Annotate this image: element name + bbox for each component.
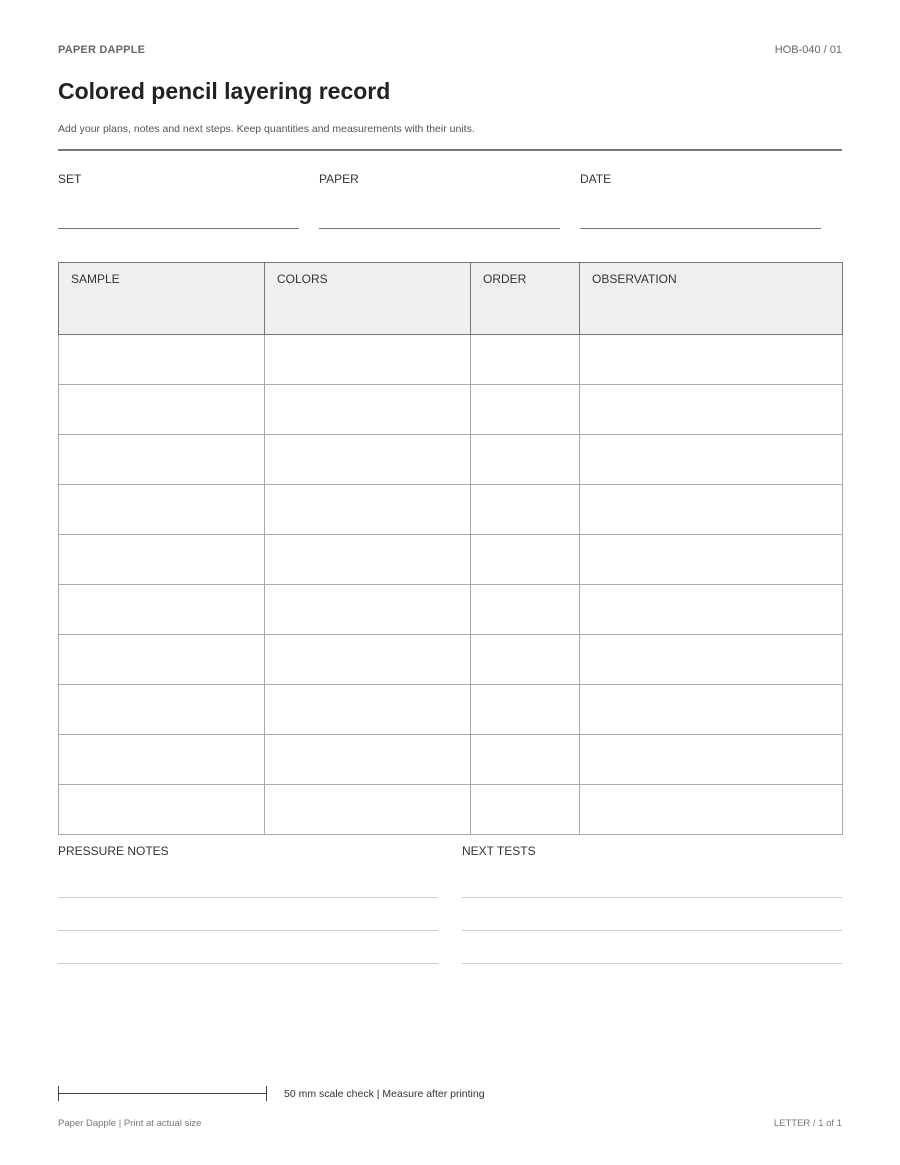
set-write-line (58, 228, 299, 229)
scale-bar (58, 1093, 267, 1094)
table-row (59, 485, 843, 535)
footer-right-text: LETTER / 1 of 1 (773, 1118, 842, 1129)
pressure-notes-line[interactable] (58, 963, 438, 964)
next-tests-line[interactable] (462, 897, 842, 898)
table-row (59, 785, 843, 835)
paper-field[interactable] (319, 172, 560, 186)
table-cell-colors[interactable] (265, 485, 471, 535)
table-cell-sample[interactable] (59, 485, 265, 535)
table-cell-observation[interactable] (580, 535, 843, 585)
table-cell-colors[interactable] (265, 685, 471, 735)
table-cell-colors[interactable] (265, 385, 471, 435)
table-cell-colors[interactable] (265, 585, 471, 635)
table-cell-observation[interactable] (580, 585, 843, 635)
table-cell-order[interactable] (471, 735, 580, 785)
table-cell-observation[interactable] (580, 435, 843, 485)
layering-table (58, 262, 843, 835)
paper-write-line (319, 228, 560, 229)
scale-end-tick (266, 1086, 267, 1101)
footer-left-text: Paper Dapple | Print at actual size (58, 1118, 202, 1129)
date-field[interactable] (580, 172, 821, 186)
page-title: Colored pencil layering record (58, 78, 391, 104)
pressure-notes-label: PRESSURE NOTES (58, 844, 169, 858)
table-body (59, 335, 843, 835)
table-cell-order[interactable] (471, 435, 580, 485)
table-cell-sample[interactable] (59, 685, 265, 735)
table-cell-observation[interactable] (580, 735, 843, 785)
table-row (59, 735, 843, 785)
next-tests-label: NEXT TESTS (462, 844, 536, 858)
paper-label: PAPER (319, 172, 359, 186)
table-row (59, 385, 843, 435)
table-cell-sample[interactable] (59, 635, 265, 685)
document-id: HOB-040 / 01 (774, 44, 842, 56)
table-cell-colors[interactable] (265, 785, 471, 835)
table-cell-colors[interactable] (265, 435, 471, 485)
table-cell-order[interactable] (471, 785, 580, 835)
table-cell-sample[interactable] (59, 785, 265, 835)
table-cell-observation[interactable] (580, 485, 843, 535)
table-cell-observation[interactable] (580, 385, 843, 435)
table-cell-observation[interactable] (580, 635, 843, 685)
table-cell-order[interactable] (471, 585, 580, 635)
table-cell-order[interactable] (471, 385, 580, 435)
set-label: SET (58, 172, 82, 186)
page-subtitle: Add your plans, notes and next steps. Keep quantities and measurements with their units. (58, 123, 475, 135)
table-cell-order[interactable] (471, 335, 580, 385)
table-row (59, 535, 843, 585)
table-row (59, 335, 843, 385)
table-cell-colors[interactable] (265, 635, 471, 685)
table-cell-sample[interactable] (59, 535, 265, 585)
table-row (59, 685, 843, 735)
set-field[interactable] (58, 172, 299, 186)
table-cell-sample[interactable] (59, 385, 265, 435)
date-write-line (580, 228, 821, 229)
column-header-sample: SAMPLE (59, 263, 265, 335)
scale-check-text: 50 mm scale check | Measure after printing (284, 1088, 485, 1100)
table-header-row (59, 263, 843, 335)
column-header-colors: COLORS (265, 263, 471, 335)
table-cell-observation[interactable] (580, 335, 843, 385)
table-row (59, 585, 843, 635)
table-row (59, 635, 843, 685)
pressure-notes-line[interactable] (58, 930, 438, 931)
date-label: DATE (580, 172, 612, 186)
table-cell-colors[interactable] (265, 735, 471, 785)
column-header-order: ORDER (471, 263, 580, 335)
table-cell-sample[interactable] (59, 335, 265, 385)
table-cell-colors[interactable] (265, 335, 471, 385)
table-cell-sample[interactable] (59, 735, 265, 785)
table-cell-observation[interactable] (580, 785, 843, 835)
table-cell-sample[interactable] (59, 585, 265, 635)
table-cell-observation[interactable] (580, 685, 843, 735)
next-tests-line[interactable] (462, 930, 842, 931)
next-tests-line[interactable] (462, 963, 842, 964)
pressure-notes-line[interactable] (58, 897, 438, 898)
table-cell-order[interactable] (471, 685, 580, 735)
header-divider (58, 149, 842, 151)
brand-name: PAPER DAPPLE (58, 44, 146, 56)
table-cell-sample[interactable] (59, 435, 265, 485)
table-cell-order[interactable] (471, 635, 580, 685)
table-cell-order[interactable] (471, 535, 580, 585)
table-cell-colors[interactable] (265, 535, 471, 585)
table-cell-order[interactable] (471, 485, 580, 535)
column-header-observation: OBSERVATION (580, 263, 843, 335)
table-row (59, 435, 843, 485)
